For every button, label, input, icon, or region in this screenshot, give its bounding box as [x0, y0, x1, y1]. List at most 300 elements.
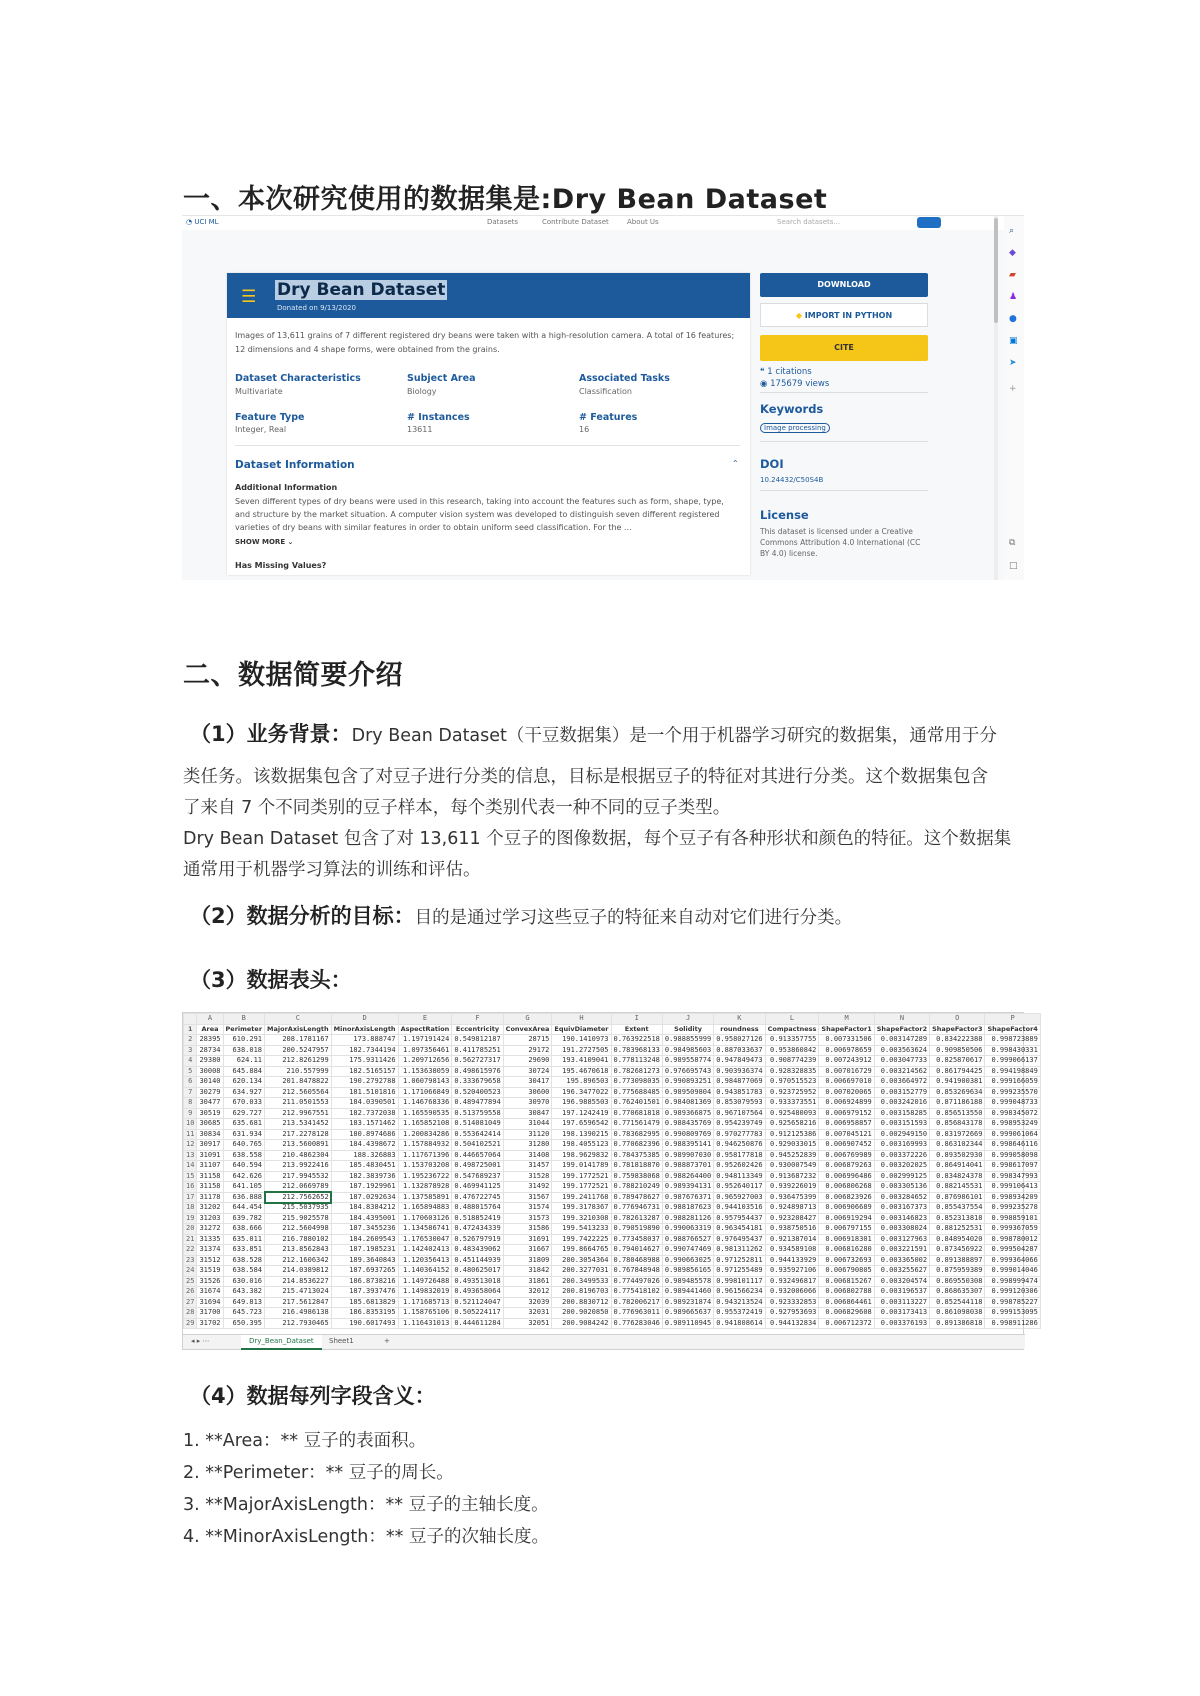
data-cell[interactable]: 0.006802788 [819, 1287, 874, 1298]
column-letter[interactable]: D [331, 1014, 398, 1025]
row-number[interactable]: 24 [184, 1266, 197, 1277]
data-cell[interactable]: 30917 [197, 1140, 223, 1151]
row-number[interactable]: 3 [184, 1045, 197, 1056]
data-cell[interactable]: 31702 [197, 1318, 223, 1329]
data-cell[interactable]: 31120 [503, 1129, 552, 1140]
data-cell[interactable]: 0.776963011 [611, 1308, 662, 1319]
data-cell[interactable]: 1.153703208 [398, 1161, 452, 1172]
data-cell[interactable]: 0.003563624 [874, 1045, 929, 1056]
data-cell[interactable]: 0.767848948 [611, 1266, 662, 1277]
data-cell[interactable]: 0.925658216 [765, 1119, 819, 1130]
data-cell[interactable]: 0.526797919 [452, 1234, 503, 1245]
search-icon[interactable]: ⌕ [1009, 226, 1015, 236]
data-cell[interactable]: 631.934 [223, 1129, 265, 1140]
data-cell[interactable]: 0.925480093 [765, 1108, 819, 1119]
data-cell[interactable]: 0.794014627 [611, 1245, 662, 1256]
row-number[interactable]: 21 [184, 1234, 197, 1245]
data-cell[interactable]: 187.0292634 [331, 1192, 398, 1203]
data-cell[interactable]: 0.778113248 [611, 1056, 662, 1067]
data-cell[interactable]: 0.006815267 [819, 1276, 874, 1287]
data-cell[interactable]: 0.988435769 [662, 1119, 713, 1130]
data-cell[interactable]: 0.987676371 [662, 1192, 713, 1203]
data-cell[interactable]: 31691 [503, 1234, 552, 1245]
data-cell[interactable]: 0.759838068 [611, 1171, 662, 1182]
data-cell[interactable]: 0.003147289 [874, 1035, 929, 1046]
data-cell[interactable]: 0.782006217 [611, 1297, 662, 1308]
data-cell[interactable]: 0.006823926 [819, 1192, 874, 1203]
data-cell[interactable]: 0.446657064 [452, 1150, 503, 1161]
data-cell[interactable]: 1.097356461 [398, 1045, 452, 1056]
data-cell[interactable]: 0.944133929 [765, 1255, 819, 1266]
data-cell[interactable]: 31694 [197, 1297, 223, 1308]
data-cell[interactable]: 624.11 [223, 1056, 265, 1067]
row-number[interactable]: 22 [184, 1245, 197, 1256]
data-cell[interactable]: 0.989366875 [662, 1108, 713, 1119]
data-cell[interactable]: 0.981311262 [714, 1245, 765, 1256]
row-number[interactable]: 5 [184, 1066, 197, 1077]
data-cell[interactable]: 0.943851783 [714, 1087, 765, 1098]
data-cell[interactable]: 0.988766527 [662, 1234, 713, 1245]
data-cell[interactable]: 0.998430331 [985, 1045, 1040, 1056]
data-cell[interactable]: 0.988855999 [662, 1035, 713, 1046]
data-cell[interactable]: 199.2411768 [552, 1192, 611, 1203]
data-cell[interactable]: 198.9629832 [552, 1150, 611, 1161]
header-cell[interactable]: ShapeFactor3 [930, 1024, 985, 1035]
data-cell[interactable]: 0.989110945 [662, 1318, 713, 1329]
add-sheet-icon[interactable]: + [384, 1337, 390, 1345]
doi-link[interactable]: 10.24432/C50S4B [760, 476, 824, 484]
data-cell[interactable]: 31528 [503, 1171, 552, 1182]
data-cell[interactable]: 0.999235278 [985, 1203, 1040, 1214]
data-cell[interactable]: 196.3477022 [552, 1087, 611, 1098]
data-cell[interactable]: 0.762401501 [611, 1098, 662, 1109]
data-cell[interactable]: 187.3937476 [331, 1287, 398, 1298]
data-cell[interactable]: 0.855437554 [930, 1203, 985, 1214]
cite-button[interactable]: CITE [760, 335, 928, 361]
data-cell[interactable]: 199.3210308 [552, 1213, 611, 1224]
data-cell[interactable]: 0.984081369 [662, 1098, 713, 1109]
data-cell[interactable]: 645.723 [223, 1308, 265, 1319]
data-cell[interactable]: 1.195236722 [398, 1171, 452, 1182]
data-cell[interactable]: 0.989394131 [662, 1182, 713, 1193]
corner-cell[interactable] [184, 1014, 197, 1025]
data-cell[interactable]: 190.6017493 [331, 1318, 398, 1329]
data-cell[interactable]: 0.003158285 [874, 1108, 929, 1119]
data-cell[interactable]: 0.007243912 [819, 1056, 874, 1067]
data-cell[interactable]: 0.936475399 [765, 1192, 819, 1203]
data-cell[interactable]: 0.825870617 [930, 1056, 985, 1067]
data-cell[interactable]: 0.952640117 [714, 1182, 765, 1193]
data-cell[interactable]: 0.774497026 [611, 1276, 662, 1287]
nav-about[interactable]: About Us [627, 218, 659, 226]
data-cell[interactable]: 185.4830451 [331, 1161, 398, 1172]
row-number[interactable]: 15 [184, 1171, 197, 1182]
data-cell[interactable]: 0.783968133 [611, 1045, 662, 1056]
data-cell[interactable]: 1.200834286 [398, 1129, 452, 1140]
data-cell[interactable]: 635.681 [223, 1119, 265, 1130]
data-cell[interactable]: 640.765 [223, 1140, 265, 1151]
row-number[interactable]: 17 [184, 1192, 197, 1203]
data-cell[interactable]: 0.943213524 [714, 1297, 765, 1308]
data-cell[interactable]: 1.171685713 [398, 1297, 452, 1308]
data-cell[interactable]: 0.776946731 [611, 1203, 662, 1214]
data-cell[interactable]: 0.006978659 [819, 1045, 874, 1056]
data-cell[interactable]: 0.476722745 [452, 1192, 503, 1203]
data-cell[interactable]: 610.291 [223, 1035, 265, 1046]
data-cell[interactable]: 0.003305136 [874, 1182, 929, 1193]
data-cell[interactable]: 642.626 [223, 1171, 265, 1182]
row-number[interactable]: 13 [184, 1150, 197, 1161]
data-cell[interactable]: 31519 [197, 1266, 223, 1277]
data-cell[interactable]: 0.921387014 [765, 1234, 819, 1245]
data-cell[interactable]: 0.954239749 [714, 1119, 765, 1130]
data-cell[interactable]: 0.006879263 [819, 1161, 874, 1172]
data-cell[interactable]: 0.989907030 [662, 1150, 713, 1161]
data-cell[interactable]: 0.549812187 [452, 1035, 503, 1046]
data-cell[interactable]: 0.998617097 [985, 1161, 1040, 1172]
row-number[interactable]: 29 [184, 1318, 197, 1329]
column-letter[interactable]: C [265, 1014, 332, 1025]
data-cell[interactable]: 215.5037935 [265, 1203, 332, 1214]
data-cell[interactable]: 31335 [197, 1234, 223, 1245]
data-cell[interactable]: 212.7930465 [265, 1318, 332, 1329]
data-cell[interactable]: 0.947849473 [714, 1056, 765, 1067]
import-python-button[interactable] [760, 303, 928, 327]
data-cell[interactable]: 200.3499533 [552, 1276, 611, 1287]
data-cell[interactable]: 31457 [503, 1161, 552, 1172]
data-cell[interactable]: 634.927 [223, 1087, 265, 1098]
data-cell[interactable]: 0.984877069 [714, 1077, 765, 1088]
data-cell[interactable]: 182.3839736 [331, 1171, 398, 1182]
data-cell[interactable]: 0.003113227 [874, 1297, 929, 1308]
data-cell[interactable]: 0.998347993 [985, 1171, 1040, 1182]
header-cell[interactable]: Area [197, 1024, 223, 1035]
data-cell[interactable]: 30724 [503, 1066, 552, 1077]
data-cell[interactable]: 638.558 [223, 1150, 265, 1161]
data-cell[interactable]: 185.6813829 [331, 1297, 398, 1308]
data-cell[interactable]: 0.933373551 [765, 1098, 819, 1109]
data-cell[interactable]: 0.876986101 [930, 1192, 985, 1203]
data-cell[interactable]: 1.149726488 [398, 1276, 452, 1287]
data-cell[interactable]: 0.998934209 [985, 1192, 1040, 1203]
data-cell[interactable]: 0.988264400 [662, 1171, 713, 1182]
data-cell[interactable]: 186.8738216 [331, 1276, 398, 1287]
column-letter[interactable]: O [930, 1014, 985, 1025]
data-cell[interactable]: 217.5612847 [265, 1297, 332, 1308]
data-cell[interactable]: 30279 [197, 1087, 223, 1098]
data-cell[interactable]: 193.4109041 [552, 1056, 611, 1067]
data-cell[interactable]: 0.989441460 [662, 1287, 713, 1298]
data-cell[interactable]: 29690 [503, 1056, 552, 1067]
data-cell[interactable]: 0.003221591 [874, 1245, 929, 1256]
data-cell[interactable]: 31667 [503, 1245, 552, 1256]
data-cell[interactable]: 0.451144939 [452, 1255, 503, 1266]
data-cell[interactable]: 0.006790805 [819, 1266, 874, 1277]
data-cell[interactable]: 636.888 [223, 1192, 265, 1203]
column-letter[interactable]: L [765, 1014, 819, 1025]
data-cell[interactable]: 0.881252531 [930, 1224, 985, 1235]
data-cell[interactable]: 30417 [503, 1077, 552, 1088]
column-letter[interactable]: F [452, 1014, 503, 1025]
data-cell[interactable]: 0.873456922 [930, 1245, 985, 1256]
data-cell[interactable]: 31158 [197, 1182, 223, 1193]
header-cell[interactable]: MinorAxisLength [331, 1024, 398, 1035]
data-cell[interactable]: 182.7372038 [331, 1108, 398, 1119]
data-cell[interactable]: 181.5101816 [331, 1087, 398, 1098]
data-cell[interactable]: 0.514081049 [452, 1119, 503, 1130]
data-cell[interactable]: 1.165894883 [398, 1203, 452, 1214]
sheet-tab-other[interactable]: Sheet1 [329, 1337, 354, 1345]
row-number[interactable]: 27 [184, 1297, 197, 1308]
header-cell[interactable]: Solidity [662, 1024, 713, 1035]
data-cell[interactable]: 0.875959389 [930, 1266, 985, 1277]
send-icon[interactable]: ➤ [1009, 358, 1017, 368]
header-cell[interactable]: ShapeFactor1 [819, 1024, 874, 1035]
tag-icon[interactable]: ◆ [1009, 248, 1016, 258]
data-cell[interactable]: 0.775418102 [611, 1287, 662, 1298]
data-cell[interactable]: 0.504102521 [452, 1140, 503, 1151]
data-cell[interactable]: 31091 [197, 1150, 223, 1161]
data-cell[interactable]: 0.990747469 [662, 1245, 713, 1256]
data-cell[interactable]: 0.887033637 [714, 1045, 765, 1056]
data-cell[interactable]: 199.5413233 [552, 1224, 611, 1235]
data-cell[interactable]: 0.007045121 [819, 1129, 874, 1140]
data-cell[interactable]: 32051 [503, 1318, 552, 1329]
data-cell[interactable]: 0.944103516 [714, 1203, 765, 1214]
data-cell[interactable]: 0.912125386 [765, 1129, 819, 1140]
data-cell[interactable]: 0.003376193 [874, 1318, 929, 1329]
data-cell[interactable]: 31700 [197, 1308, 223, 1319]
download-button[interactable]: DOWNLOAD [760, 273, 928, 297]
data-cell[interactable]: 0.961566234 [714, 1287, 765, 1298]
data-cell[interactable]: 1.140364152 [398, 1266, 452, 1277]
data-cell[interactable]: 629.727 [223, 1108, 265, 1119]
data-cell[interactable]: 211.0501553 [265, 1098, 332, 1109]
data-cell[interactable]: 0.999166059 [985, 1077, 1040, 1088]
data-cell[interactable]: 0.999014046 [985, 1266, 1040, 1277]
data-cell[interactable]: 0.998785227 [985, 1297, 1040, 1308]
data-cell[interactable]: 1.158765106 [398, 1308, 452, 1319]
data-cell[interactable]: 31408 [503, 1150, 552, 1161]
data-cell[interactable]: 213.5341452 [265, 1119, 332, 1130]
data-cell[interactable]: 187.1929961 [331, 1182, 398, 1193]
data-cell[interactable]: 1.137585891 [398, 1192, 452, 1203]
data-cell[interactable]: 31178 [197, 1192, 223, 1203]
data-cell[interactable]: 31272 [197, 1224, 223, 1235]
data-cell[interactable]: 638.584 [223, 1266, 265, 1277]
header-cell[interactable]: ShapeFactor4 [985, 1024, 1040, 1035]
data-cell[interactable]: 0.941900381 [930, 1077, 985, 1088]
data-cell[interactable]: 0.562727317 [452, 1056, 503, 1067]
data-cell[interactable]: 640.594 [223, 1161, 265, 1172]
row-number[interactable]: 28 [184, 1308, 197, 1319]
data-cell[interactable]: 1.197191424 [398, 1035, 452, 1046]
data-cell[interactable]: 0.988281126 [662, 1213, 713, 1224]
data-cell[interactable]: 0.970277783 [714, 1129, 765, 1140]
data-cell[interactable]: 0.891386818 [930, 1318, 985, 1329]
data-cell[interactable]: 31158 [197, 1171, 223, 1182]
data-cell[interactable]: 0.789478627 [611, 1192, 662, 1203]
data-cell[interactable]: 620.134 [223, 1077, 265, 1088]
data-cell[interactable]: 180.8974686 [331, 1129, 398, 1140]
data-cell[interactable]: 30847 [503, 1108, 552, 1119]
settings-icon[interactable]: □ [1009, 561, 1018, 571]
data-cell[interactable]: 0.852313818 [930, 1213, 985, 1224]
data-cell[interactable]: 0.834824378 [930, 1171, 985, 1182]
data-cell[interactable]: 0.948113349 [714, 1171, 765, 1182]
data-cell[interactable]: 30140 [197, 1077, 223, 1088]
row-number[interactable]: 4 [184, 1056, 197, 1067]
data-cell[interactable]: 0.770682396 [611, 1140, 662, 1151]
data-cell[interactable]: 0.941808614 [714, 1318, 765, 1329]
data-cell[interactable]: 31526 [197, 1276, 223, 1287]
data-cell[interactable]: 0.999120306 [985, 1287, 1040, 1298]
data-cell[interactable]: 217.9945532 [265, 1171, 332, 1182]
data-cell[interactable]: 0.003372226 [874, 1150, 929, 1161]
data-cell[interactable]: 643.382 [223, 1287, 265, 1298]
data-cell[interactable]: 0.953860842 [765, 1045, 819, 1056]
data-cell[interactable]: 214.8536227 [265, 1276, 332, 1287]
data-cell[interactable]: 31374 [197, 1245, 223, 1256]
data-cell[interactable]: 0.003214562 [874, 1066, 929, 1077]
data-cell[interactable]: 199.1772521 [552, 1171, 611, 1182]
data-cell[interactable]: 0.938750516 [765, 1224, 819, 1235]
person-icon[interactable]: ♟ [1009, 292, 1018, 302]
data-cell[interactable]: 200.3277031 [552, 1266, 611, 1277]
data-cell[interactable]: 0.998999474 [985, 1276, 1040, 1287]
data-cell[interactable]: 0.891388897 [930, 1255, 985, 1266]
data-cell[interactable]: 0.775688485 [611, 1087, 662, 1098]
data-cell[interactable]: 0.945252839 [765, 1150, 819, 1161]
data-cell[interactable]: 650.395 [223, 1318, 265, 1329]
data-cell[interactable]: 195.896503 [552, 1077, 611, 1088]
data-cell[interactable]: 0.003152779 [874, 1087, 929, 1098]
data-cell[interactable]: 1.170603126 [398, 1213, 452, 1224]
row-number[interactable]: 23 [184, 1255, 197, 1266]
data-cell[interactable]: 31574 [503, 1203, 552, 1214]
data-cell[interactable]: 186.8353195 [331, 1308, 398, 1319]
data-cell[interactable]: 31586 [503, 1224, 552, 1235]
data-cell[interactable]: 28715 [503, 1035, 552, 1046]
data-cell[interactable]: 0.908774239 [765, 1056, 819, 1067]
data-cell[interactable]: 0.480625017 [452, 1266, 503, 1277]
data-cell[interactable]: 0.006906689 [819, 1203, 874, 1214]
data-cell[interactable]: 0.952602426 [714, 1161, 765, 1172]
data-cell[interactable]: 1.146768336 [398, 1098, 452, 1109]
data-cell[interactable]: 30970 [503, 1098, 552, 1109]
data-cell[interactable]: 184.4398672 [331, 1140, 398, 1151]
data-cell[interactable]: 196.9885503 [552, 1098, 611, 1109]
citations-link[interactable] [760, 367, 812, 377]
data-cell[interactable]: 30834 [197, 1129, 223, 1140]
row-number[interactable]: 25 [184, 1276, 197, 1287]
data-cell[interactable]: 32039 [503, 1297, 552, 1308]
data-cell[interactable]: 182.5165157 [331, 1066, 398, 1077]
row-number[interactable]: 6 [184, 1077, 197, 1088]
data-cell[interactable]: 0.856843178 [930, 1119, 985, 1130]
data-cell[interactable]: 0.006864461 [819, 1297, 874, 1308]
data-cell[interactable]: 0.999367059 [985, 1224, 1040, 1235]
data-cell[interactable]: 0.989558774 [662, 1056, 713, 1067]
row-number[interactable]: 26 [184, 1287, 197, 1298]
data-cell[interactable]: 1.176530047 [398, 1234, 452, 1245]
data-cell[interactable]: 0.946250876 [714, 1140, 765, 1151]
column-letter[interactable]: I [611, 1014, 662, 1025]
row-number[interactable]: 8 [184, 1098, 197, 1109]
data-cell[interactable]: 200.9084242 [552, 1318, 611, 1329]
data-cell[interactable]: 199.3178367 [552, 1203, 611, 1214]
header-cell[interactable]: MajorAxisLength [265, 1024, 332, 1035]
data-cell[interactable]: 216.4986138 [265, 1308, 332, 1319]
data-cell[interactable]: 0.003202025 [874, 1161, 929, 1172]
data-cell[interactable]: 0.868635307 [930, 1287, 985, 1298]
scrollbar-thumb[interactable] [994, 218, 998, 323]
data-cell[interactable]: 175.9311426 [331, 1056, 398, 1067]
header-cell[interactable]: Compactness [765, 1024, 819, 1035]
data-cell[interactable]: 0.006829608 [819, 1308, 874, 1319]
circle-icon[interactable]: ● [1009, 314, 1017, 324]
data-cell[interactable]: 0.003365002 [874, 1255, 929, 1266]
data-cell[interactable]: 0.853079593 [714, 1098, 765, 1109]
data-cell[interactable]: 0.006769989 [819, 1150, 874, 1161]
data-cell[interactable]: 0.958177818 [714, 1150, 765, 1161]
data-cell[interactable]: 0.003255627 [874, 1266, 929, 1277]
column-letter[interactable]: B [223, 1014, 265, 1025]
data-cell[interactable]: 0.984985603 [662, 1045, 713, 1056]
data-cell[interactable]: 28395 [197, 1035, 223, 1046]
data-cell[interactable]: 0.989856165 [662, 1266, 713, 1277]
data-cell[interactable]: 0.989665637 [662, 1308, 713, 1319]
column-letter[interactable]: K [714, 1014, 765, 1025]
data-cell[interactable]: 0.006732693 [819, 1255, 874, 1266]
row-number[interactable]: 16 [184, 1182, 197, 1193]
nav-datasets[interactable]: Datasets [487, 218, 519, 226]
data-cell[interactable]: 0.488015764 [452, 1203, 503, 1214]
data-cell[interactable]: 32031 [503, 1308, 552, 1319]
data-cell[interactable]: 1.165852108 [398, 1119, 452, 1130]
data-cell[interactable]: 31280 [503, 1140, 552, 1151]
data-cell[interactable]: 0.006918301 [819, 1234, 874, 1245]
data-cell[interactable]: 215.4713024 [265, 1287, 332, 1298]
data-cell[interactable]: 187.6937265 [331, 1266, 398, 1277]
column-letter[interactable]: A [197, 1014, 223, 1025]
row-number[interactable]: 10 [184, 1119, 197, 1130]
data-cell[interactable]: 0.903936374 [714, 1066, 765, 1077]
data-cell[interactable]: 0.935927106 [765, 1266, 819, 1277]
data-cell[interactable]: 0.998646116 [985, 1140, 1040, 1151]
outlook-icon[interactable]: ▣ [1009, 336, 1018, 346]
data-cell[interactable]: 0.998780012 [985, 1234, 1040, 1245]
data-cell[interactable]: 0.965927003 [714, 1192, 765, 1203]
data-cell[interactable]: 212.1606342 [265, 1255, 332, 1266]
data-cell[interactable]: 0.861794425 [930, 1066, 985, 1077]
data-cell[interactable]: 0.989509804 [662, 1087, 713, 1098]
data-cell[interactable]: 0.994198849 [985, 1066, 1040, 1077]
data-cell[interactable]: 0.781818870 [611, 1161, 662, 1172]
data-cell[interactable]: 0.998723889 [985, 1035, 1040, 1046]
data-cell[interactable]: 0.790519890 [611, 1224, 662, 1235]
data-cell[interactable]: 197.6596542 [552, 1119, 611, 1130]
data-cell[interactable]: 0.002949150 [874, 1129, 929, 1140]
data-cell[interactable]: 212.8261299 [265, 1056, 332, 1067]
data-cell[interactable]: 214.0389812 [265, 1266, 332, 1277]
row-number[interactable]: 14 [184, 1161, 197, 1172]
column-letter[interactable]: G [503, 1014, 552, 1025]
data-cell[interactable]: 187.3455236 [331, 1224, 398, 1235]
data-cell[interactable]: 0.518852419 [452, 1213, 503, 1224]
data-cell[interactable]: 199.1772521 [552, 1182, 611, 1193]
data-cell[interactable]: 0.007020065 [819, 1087, 874, 1098]
